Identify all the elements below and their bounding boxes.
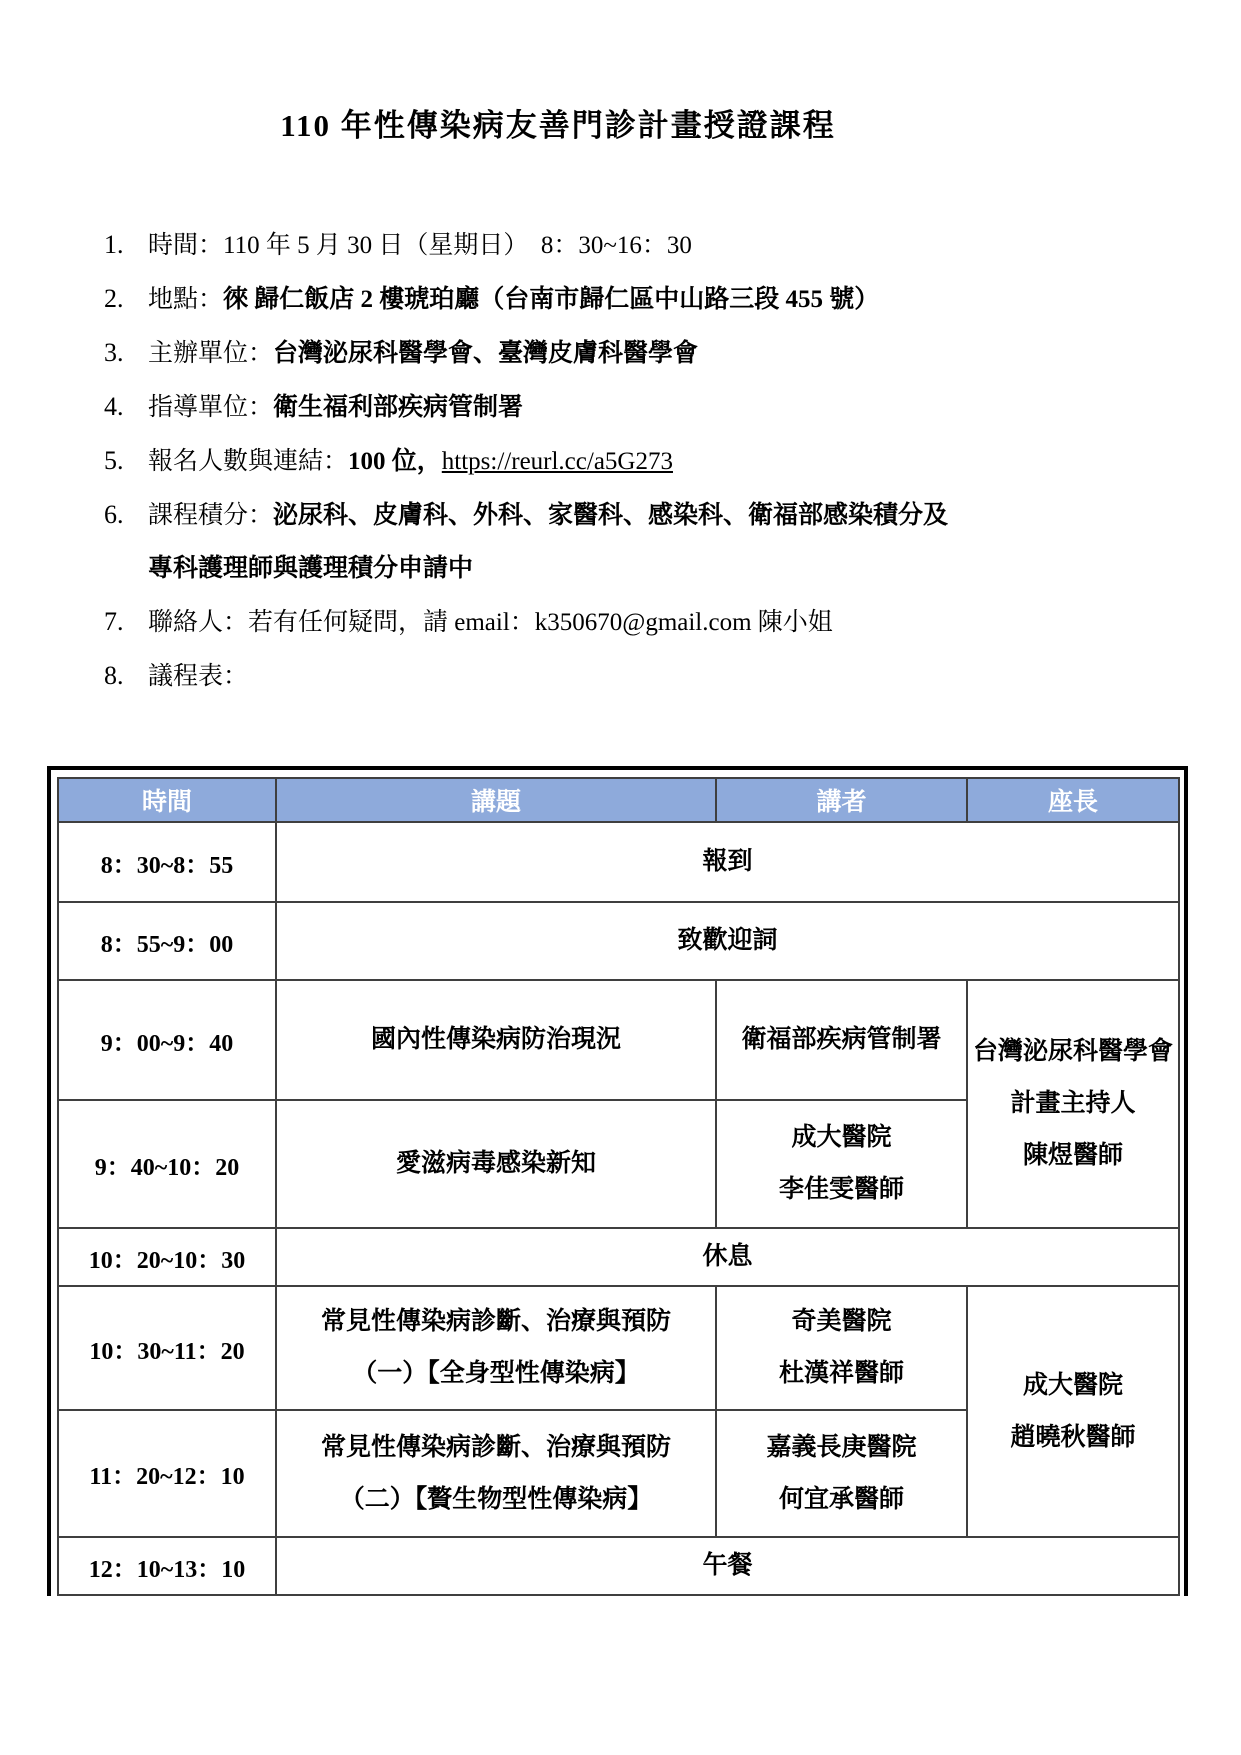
chair-line: 台灣泌尿科醫學會: [972, 1038, 1173, 1065]
cell-speaker: 衛福部疾病管制署: [716, 980, 967, 1100]
cell-time: 12：10~13：10: [58, 1537, 276, 1595]
item-value: 衛生福利部疾病管制署: [273, 394, 524, 421]
cell-time: 10：20~10：30: [58, 1228, 276, 1286]
header-row: [58, 778, 1179, 822]
info-list: [104, 218, 1164, 703]
cell-time: 10：30~11：20: [58, 1286, 276, 1410]
cell-time: 9：00~9：40: [58, 980, 276, 1100]
cell-topic-span: 午餐: [276, 1537, 1179, 1595]
agenda-table-frame: [47, 766, 1188, 1596]
speaker-line: 杜漢祥醫師: [778, 1360, 904, 1387]
item-label: 報名人數與連結：: [148, 448, 349, 475]
chair-line: 計畫主持人: [1010, 1090, 1136, 1117]
list-item-organizer: [104, 326, 1164, 380]
chair-line: 成大醫院: [1022, 1371, 1123, 1399]
col-header-time: 時間: [58, 778, 276, 822]
item-label: 主辦單位：: [148, 340, 274, 367]
cell-time: 8：30~8：55: [58, 822, 276, 902]
item-value: 110 年 5 月 30 日（星期日） 8：30~16：30: [223, 232, 692, 259]
item-number: 2.: [104, 284, 124, 313]
speaker-line: 嘉義長庚醫院: [766, 1433, 917, 1461]
cell-topic: 國內性傳染病防治現況: [276, 980, 716, 1100]
col-header-topic: 講題: [276, 778, 716, 822]
item-number: 5.: [104, 446, 124, 475]
cell-time: 11：20~12：10: [58, 1410, 276, 1537]
cell-topic: 愛滋病毒感染新知: [276, 1100, 716, 1228]
item-value: 台灣泌尿科醫學會、臺灣皮膚科醫學會: [273, 340, 699, 367]
cell-speaker: [716, 1410, 967, 1537]
item-label: 時間：: [148, 232, 224, 259]
cell-topic: [276, 1410, 716, 1537]
topic-line: 常見性傳染病診斷、治療與預防: [320, 1308, 671, 1335]
table-row: [58, 1537, 1179, 1595]
cell-chair: [967, 1286, 1179, 1537]
item-value: 100 位，: [348, 448, 442, 475]
cell-topic: [276, 1286, 716, 1410]
list-item-credits: [104, 488, 1164, 595]
speaker-line: 李佳雯醫師: [778, 1176, 904, 1203]
item-number: 1.: [104, 230, 124, 259]
table-row: [58, 1286, 1179, 1410]
topic-line: 常見性傳染病診斷、治療與預防: [320, 1433, 671, 1461]
cell-speaker: [716, 1100, 967, 1228]
topic-line: （一）【全身型性傳染病】: [352, 1360, 640, 1387]
col-header-speaker: 講者: [716, 778, 967, 822]
item-text: [148, 489, 1164, 595]
item-label: 課程積分：: [148, 502, 274, 529]
item-label: 聯絡人：: [148, 609, 249, 636]
item-text: [148, 273, 1164, 326]
table-row: [58, 1228, 1179, 1286]
item-number: 4.: [104, 392, 124, 421]
speaker-line: 奇美醫院: [791, 1308, 892, 1335]
cell-topic-span: 休息: [276, 1228, 1179, 1286]
topic-line: （二）【贅生物型性傳染病】: [339, 1485, 653, 1513]
item-number: 8.: [104, 661, 124, 690]
item-text: [148, 327, 1164, 380]
speaker-line: 成大醫院: [791, 1124, 892, 1151]
item-label: 指導單位：: [148, 394, 274, 421]
cell-speaker: [716, 1286, 967, 1410]
item-text: [148, 596, 1164, 649]
item-text: [148, 650, 1164, 703]
item-label: 地點：: [148, 286, 224, 313]
item-text: [148, 435, 1164, 488]
cell-topic-span: 報到: [276, 822, 1179, 902]
col-header-chair: 座長: [967, 778, 1179, 822]
agenda-table: [57, 777, 1180, 1596]
item-number: 7.: [104, 607, 124, 636]
list-item-advisor: [104, 380, 1164, 434]
item-value: 若有任何疑問，請 email：k350670@gmail.com 陳小姐: [248, 609, 833, 636]
cell-topic-span: 致歡迎詞: [276, 902, 1179, 980]
speaker-line: 何宜承醫師: [778, 1485, 904, 1513]
item-label: 議程表：: [148, 663, 249, 690]
item-number: 3.: [104, 338, 124, 367]
registration-link[interactable]: https://reurl.cc/a5G273: [441, 448, 673, 475]
chair-line: 趙曉秋醫師: [1010, 1423, 1136, 1451]
list-item-registration: [104, 434, 1164, 488]
list-item-location: [104, 272, 1164, 326]
item-text: [148, 381, 1164, 434]
table-row: [58, 902, 1179, 980]
item-text: [148, 219, 1164, 272]
list-item-contact: [104, 595, 1164, 649]
list-item-agenda: [104, 649, 1164, 703]
chair-line: 陳煜醫師: [1022, 1142, 1123, 1169]
page-title: 110 年性傳染病友善門診計畫授證課程: [280, 108, 836, 143]
item-value: 泌尿科、皮膚科、外科、家醫科、感染科、衛福部感染積分及: [273, 502, 949, 529]
item-value: 徠 歸仁飯店 2 樓琥珀廳（台南市歸仁區中山路三段 455 號）: [223, 286, 880, 313]
cell-chair: [967, 980, 1179, 1228]
cell-time: 9：40~10：20: [58, 1100, 276, 1228]
list-item-time: [104, 218, 1164, 272]
table-row: [58, 980, 1179, 1100]
item-number: 6.: [104, 500, 124, 529]
item-value-line2: 專科護理師與護理積分申請中: [148, 555, 474, 582]
cell-time: 8：55~9：00: [58, 902, 276, 980]
table-row: [58, 822, 1179, 902]
